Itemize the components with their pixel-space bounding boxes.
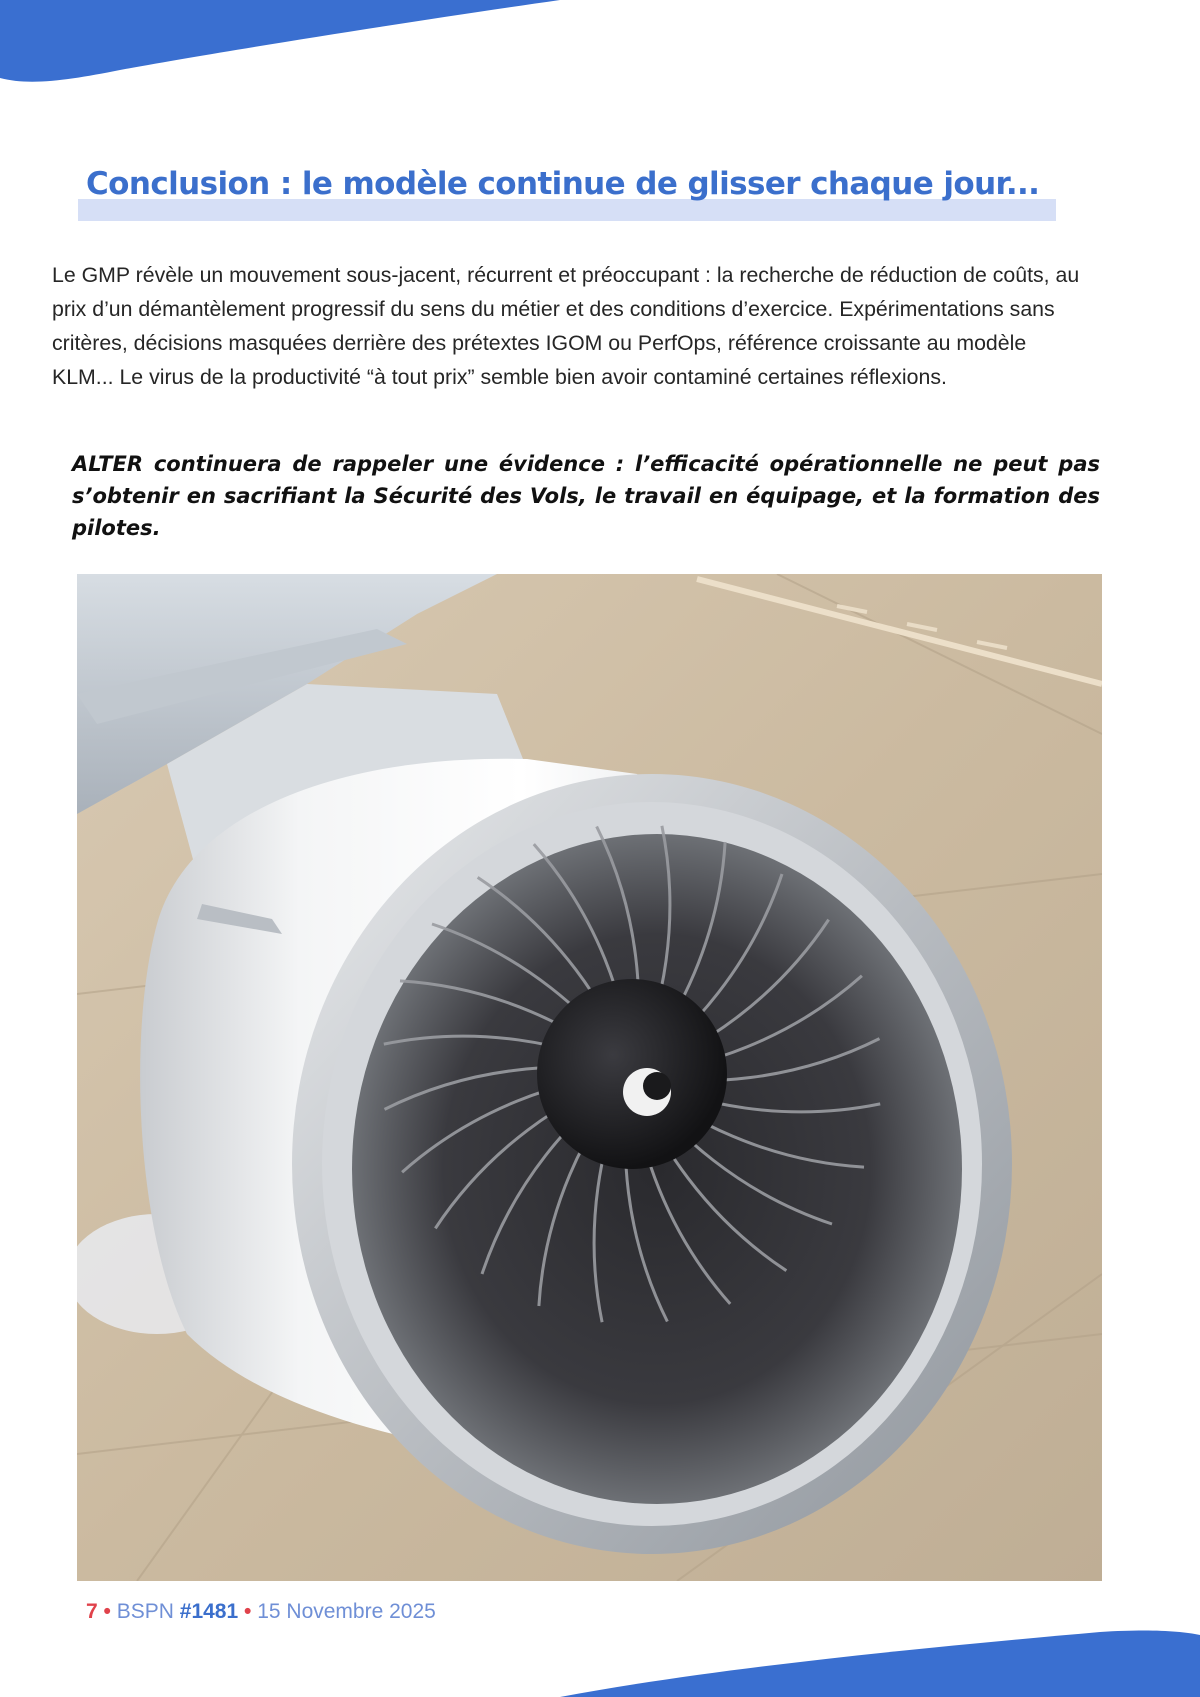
engine-photo	[77, 574, 1102, 1581]
top-wave-decoration	[0, 0, 1200, 110]
publication-name: BSPN	[116, 1600, 174, 1623]
callout-statement: ALTER continuera de rappeler une évidence : l’efficacité opérationnelle ne peut pas s’obtenir en sacrifiant la Sécurité des Vols, le travail en équipage, et la formation des pilotes.	[72, 452, 1100, 540]
body-paragraph: Le GMP révèle un mouvement sous-jacent, récurrent et préoccupant : la recherche de réduction de coûts, au prix d’un démantèlement progressif du sens du métier et des conditions d’exercice. Expérimentations sans critères, décisions masquées derrière des prétextes IGOM ou PerfOps, référence croissante au modèle KLM... Le virus de la productivité “à tout prix” semble bien avoir contaminé certaines réflexions.	[52, 263, 1080, 389]
footer-separator: •	[103, 1600, 111, 1623]
section-heading	[78, 166, 1058, 228]
heading-highlight-bar	[78, 199, 1056, 221]
issue-number: #1481	[179, 1600, 239, 1623]
page-number: 7	[86, 1600, 98, 1623]
footer-separator: •	[244, 1600, 252, 1623]
publication-date: 15 Novembre 2025	[257, 1600, 436, 1623]
section-title: Conclusion : le modèle continue de glisser chaque jour...	[86, 166, 1040, 202]
page-footer	[86, 1600, 436, 1624]
